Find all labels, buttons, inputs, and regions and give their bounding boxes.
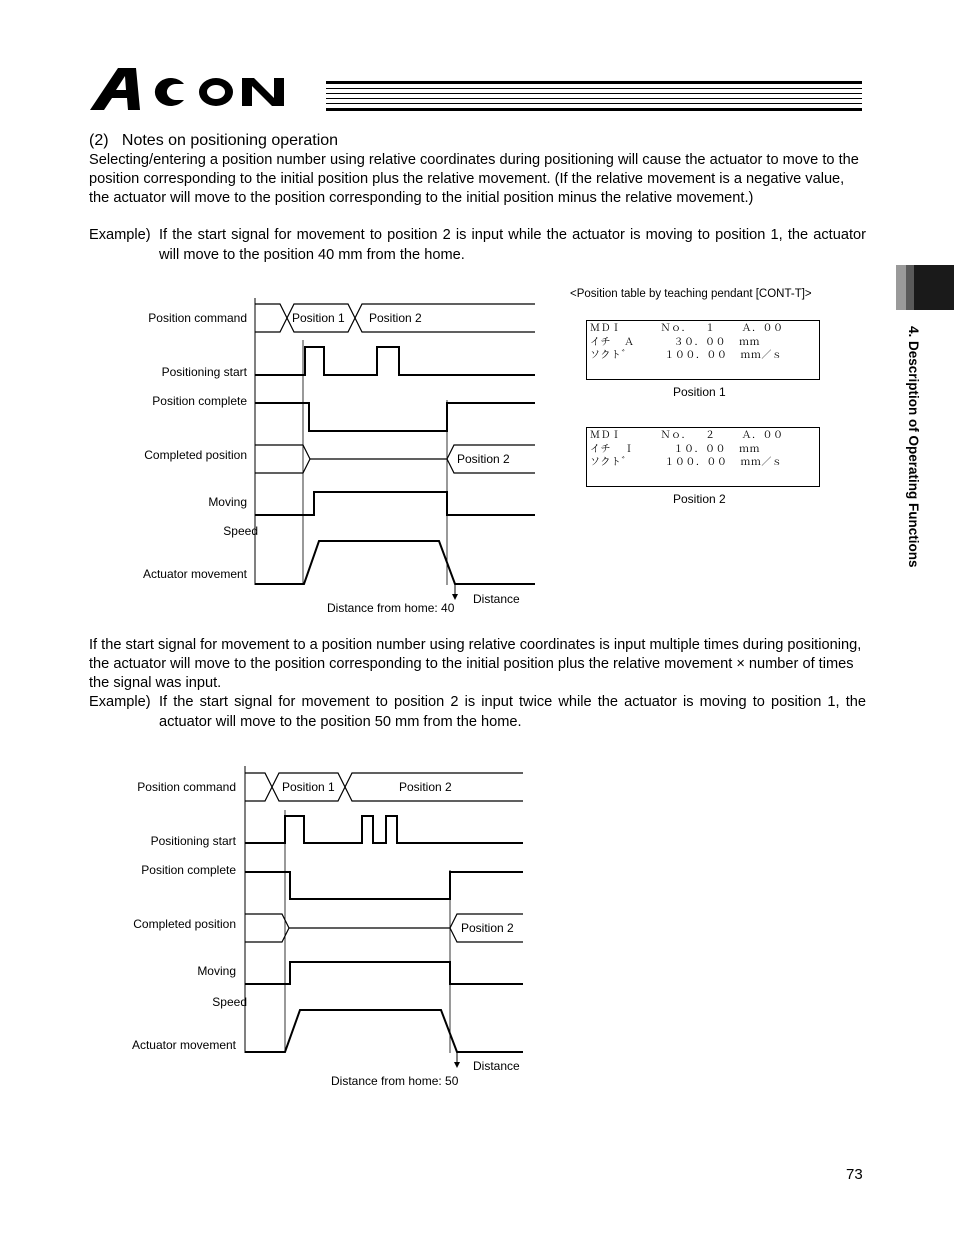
chapter-label <box>906 326 946 626</box>
signal-label-speed: Speed <box>212 995 247 1009</box>
signal-label-positioning-start: Positioning start <box>150 834 236 848</box>
signal-label-moving: Moving <box>197 964 236 978</box>
diagram2-cmd-position-1: Position 1 <box>282 780 335 794</box>
diagram1-distance-label: Distance <box>473 592 520 606</box>
diagram1-home-label: Distance from home: 40 <box>327 601 455 615</box>
pendant-caption-2: Position 2 <box>673 492 726 506</box>
signal-label-position-complete: Position complete <box>152 394 247 408</box>
lcd-line: イチ Ｉ １０．００ ｍｍ <box>590 444 761 456</box>
example-label: Example) <box>89 227 151 243</box>
signal-label-actuator-movement: Actuator movement <box>131 1038 236 1052</box>
signal-label-position-command: Position command <box>137 780 236 794</box>
paragraph-multiple-inputs: If the start signal for movement to a position number using relative coordinates is input multiple times during positioning, the actuator will move to the position corresponding to the initial position plus the relative movement × number of times the signal was input. <box>89 637 862 691</box>
diagram2-cmd-position-2: Position 2 <box>399 780 452 794</box>
signal-label-moving: Moving <box>208 495 247 509</box>
lcd-line: ソクト゛ １００．００ ｍｍ／ｓ <box>590 458 783 469</box>
diagram2-distance-label: Distance <box>473 1059 520 1073</box>
example-label: Example) <box>89 694 151 710</box>
lcd-line: イチ Ａ ３０．００ ｍｍ <box>590 337 761 349</box>
signal-label-completed-position: Completed position <box>144 448 247 462</box>
diagram1-cmd-position-2: Position 2 <box>369 311 422 325</box>
page-number: 73 <box>846 1166 863 1183</box>
diagram2-completed-position-2: Position 2 <box>461 921 514 935</box>
diagram1-cmd-position-1: Position 1 <box>292 311 345 325</box>
signal-label-completed-position: Completed position <box>133 917 236 931</box>
diagram1-completed-position-2: Position 2 <box>457 452 510 466</box>
chapter-label-text: 4. Description of Operating Functions <box>906 326 921 568</box>
example-text: If the start signal for movement to position 2 is input while the actuator is moving to position 1, the actuator will move to the position 40 mm from the home. <box>159 227 866 263</box>
paragraph-relative-coordinates: Selecting/entering a position number using relative coordinates during positioning will cause the actuator to move to the position corresponding to the initial position plus the relative movement. (If the relative movement is a negative value, the actuator will move to the position corresponding to the initial position minus the relative movement.) <box>89 152 859 206</box>
lcd-line: ＭＤＩ Ｎｏ． ２ Ａ．００ <box>590 431 784 442</box>
diagram2-home-label: Distance from home: 50 <box>331 1074 459 1088</box>
signal-label-positioning-start: Positioning start <box>161 365 247 379</box>
section-heading: (2) Notes on positioning operation <box>89 132 339 149</box>
logo-text: ACON <box>88 64 91 65</box>
chapter-tab <box>896 265 954 310</box>
lcd-line: ＭＤＩ Ｎｏ． １ Ａ．００ <box>590 324 784 335</box>
signal-label-position-command: Position command <box>148 311 247 325</box>
pendant-title: <Position table by teaching pendant [CONT-T]> <box>570 288 812 300</box>
signal-label-speed: Speed <box>223 524 258 538</box>
signal-label-position-complete: Position complete <box>141 863 236 877</box>
example-text: If the start signal for movement to position 2 is input twice while the actuator is moving to position 1, the actuator will move to the position 50 mm from the home. <box>159 694 866 730</box>
signal-label-actuator-movement: Actuator movement <box>142 567 247 581</box>
pendant-caption-1: Position 1 <box>673 385 726 399</box>
lcd-line: ソクト゛ １００．００ ｍｍ／ｓ <box>590 351 783 362</box>
